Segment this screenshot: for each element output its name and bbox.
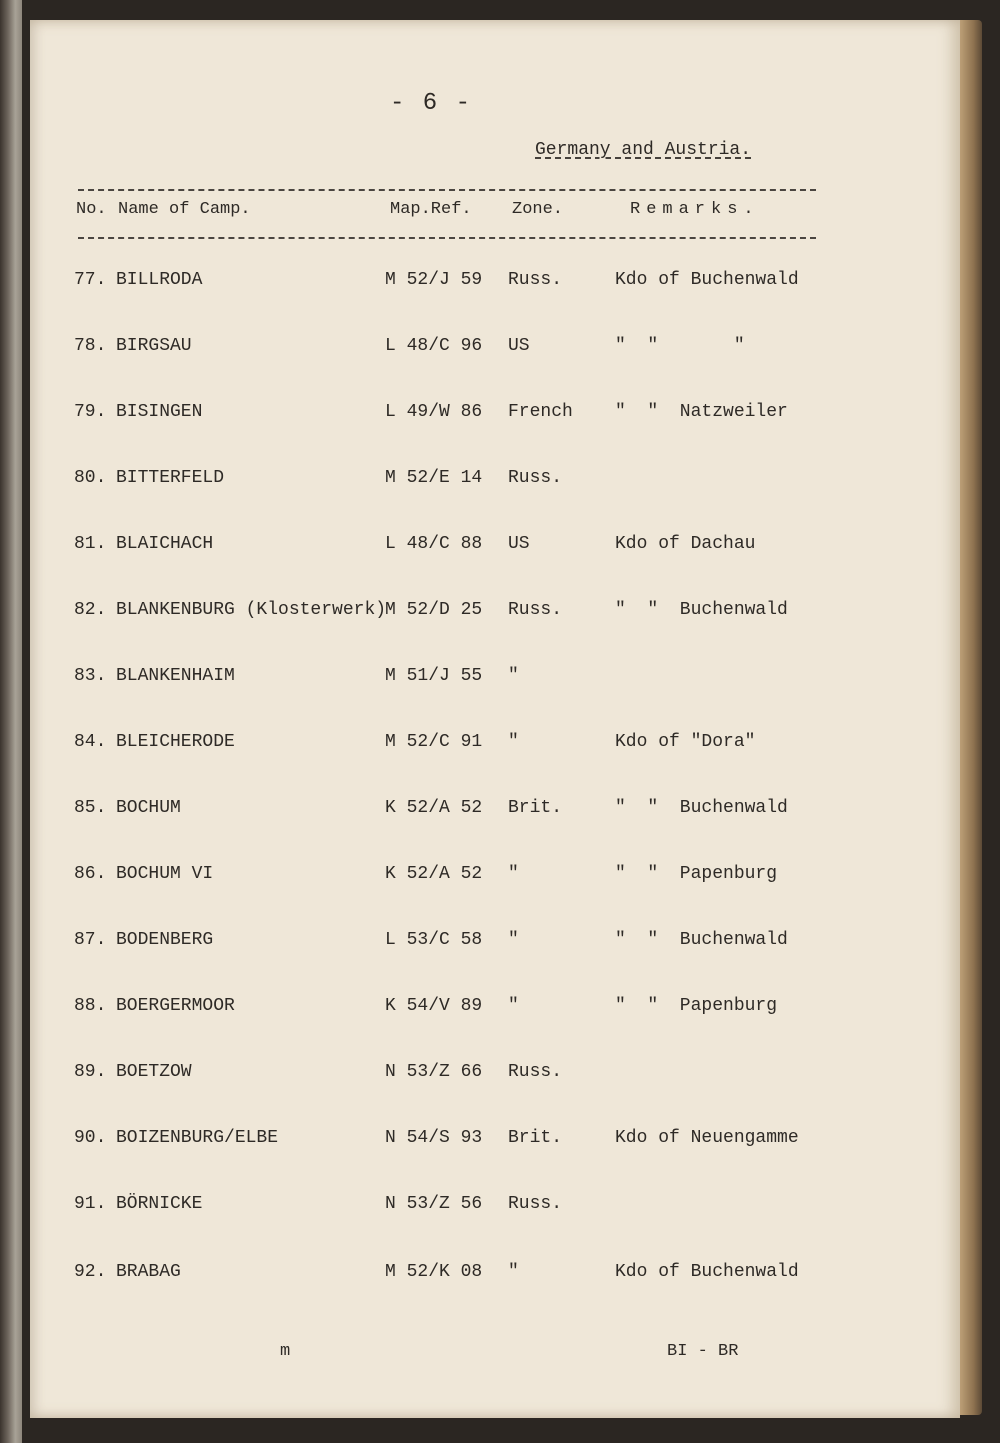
camp-name: BOIZENBURG/ELBE [116,1128,279,1148]
camp-zone: Russ. [508,468,563,488]
camp-entry [30,1194,960,1234]
camp-map-ref: N 53/Z 66 [385,1062,483,1082]
camp-zone: " [508,864,519,884]
camp-map-ref: M 52/C 91 [385,732,483,752]
camp-map-ref: M 52/K 08 [385,1262,483,1282]
camp-number: 80. [74,468,107,488]
camp-entry [30,1262,960,1302]
camp-remarks: " " Papenburg [615,864,778,884]
camp-name: BITTERFELD [116,468,225,488]
camp-number: 78. [74,336,107,356]
camp-name: BLAICHACH [116,534,214,554]
camp-name: BODENBERG [116,930,214,950]
camp-name: BOERGERMOOR [116,996,235,1016]
camp-remarks: " " Buchenwald [615,930,788,950]
camp-entry [30,996,960,1036]
camp-entry [30,534,960,574]
camp-zone: French [508,402,573,422]
camp-number: 82. [74,600,107,620]
camp-number: 89. [74,1062,107,1082]
column-header-zone: Zone. [512,200,564,219]
camp-zone: Russ. [508,1062,563,1082]
camp-map-ref: M 52/E 14 [385,468,483,488]
camp-name: BÖRNICKE [116,1194,203,1214]
camp-remarks: " " Buchenwald [615,600,788,620]
document-page [30,20,960,1418]
camp-name: BILLRODA [116,270,203,290]
camp-remarks: Kdo of Neuengamme [615,1128,799,1148]
camp-remarks: Kdo of "Dora" [615,732,756,752]
camp-remarks: Kdo of Buchenwald [615,270,799,290]
camp-entry [30,468,960,508]
column-header-map-ref: Map.Ref. [390,200,472,219]
camp-map-ref: L 48/C 96 [385,336,483,356]
camp-map-ref: K 54/V 89 [385,996,483,1016]
camp-zone: " [508,996,519,1016]
camp-name: BLANKENHAIM [116,666,235,686]
column-header-name: Name of Camp. [118,200,251,219]
binding-edge [0,0,22,1443]
camp-map-ref: K 52/A 52 [385,864,483,884]
camp-number: 92. [74,1262,107,1282]
footer-mark: m [280,1342,291,1361]
camp-name: BRABAG [116,1262,181,1282]
camp-entry [30,600,960,640]
camp-entry [30,666,960,706]
camp-number: 83. [74,666,107,686]
camp-entry [30,1062,960,1102]
column-header-no: No. [76,200,107,219]
camp-remarks: Kdo of Dachau [615,534,756,554]
column-header-remarks: Remarks. [630,200,760,219]
camp-map-ref: N 54/S 93 [385,1128,483,1148]
camp-name: BIRGSAU [116,336,192,356]
camp-map-ref: M 52/J 59 [385,270,483,290]
camp-name: BLANKENBURG (Klosterwerk) [116,600,387,620]
camp-map-ref: L 48/C 88 [385,534,483,554]
camp-map-ref: M 52/D 25 [385,600,483,620]
camp-remarks: " " Papenburg [615,996,778,1016]
camp-number: 77. [74,270,107,290]
camp-zone: US [508,534,530,554]
camp-map-ref: K 52/A 52 [385,798,483,818]
camp-entry [30,336,960,376]
camp-entry [30,798,960,838]
camp-remarks: " " Buchenwald [615,798,788,818]
camp-entry [30,270,960,310]
camp-remarks: " " Natzweiler [615,402,788,422]
header-rule-top [78,189,816,191]
camp-name: BOETZOW [116,1062,192,1082]
camp-number: 91. [74,1194,107,1214]
camp-map-ref: N 53/Z 56 [385,1194,483,1214]
region-title: Germany and Austria. [535,140,752,160]
camp-zone: Russ. [508,1194,563,1214]
camp-name: BLEICHERODE [116,732,235,752]
camp-number: 81. [74,534,107,554]
camp-zone: " [508,930,519,950]
camp-entry [30,930,960,970]
page-number: - 6 - [390,90,473,117]
camp-map-ref: M 51/J 55 [385,666,483,686]
camp-entry [30,402,960,442]
camp-number: 85. [74,798,107,818]
camp-number: 79. [74,402,107,422]
camp-number: 86. [74,864,107,884]
header-rule-bottom [78,237,816,239]
camp-remarks: " " " [615,336,745,356]
camp-remarks: Kdo of Buchenwald [615,1262,799,1282]
camp-name: BISINGEN [116,402,203,422]
camp-zone: US [508,336,530,356]
camp-zone: " [508,1262,519,1282]
camp-name: BOCHUM [116,798,181,818]
camp-number: 90. [74,1128,107,1148]
camp-number: 84. [74,732,107,752]
camp-number: 88. [74,996,107,1016]
camp-zone: Brit. [508,798,563,818]
camp-zone: " [508,732,519,752]
camp-name: BOCHUM VI [116,864,214,884]
camp-entry [30,1128,960,1168]
camp-zone: Russ. [508,270,563,290]
camp-entry [30,732,960,772]
footer-index-range: BI - BR [667,1342,739,1361]
camp-zone: Russ. [508,600,563,620]
camp-entry [30,864,960,904]
camp-zone: Brit. [508,1128,563,1148]
camp-map-ref: L 49/W 86 [385,402,483,422]
camp-zone: " [508,666,519,686]
camp-number: 87. [74,930,107,950]
camp-map-ref: L 53/C 58 [385,930,483,950]
